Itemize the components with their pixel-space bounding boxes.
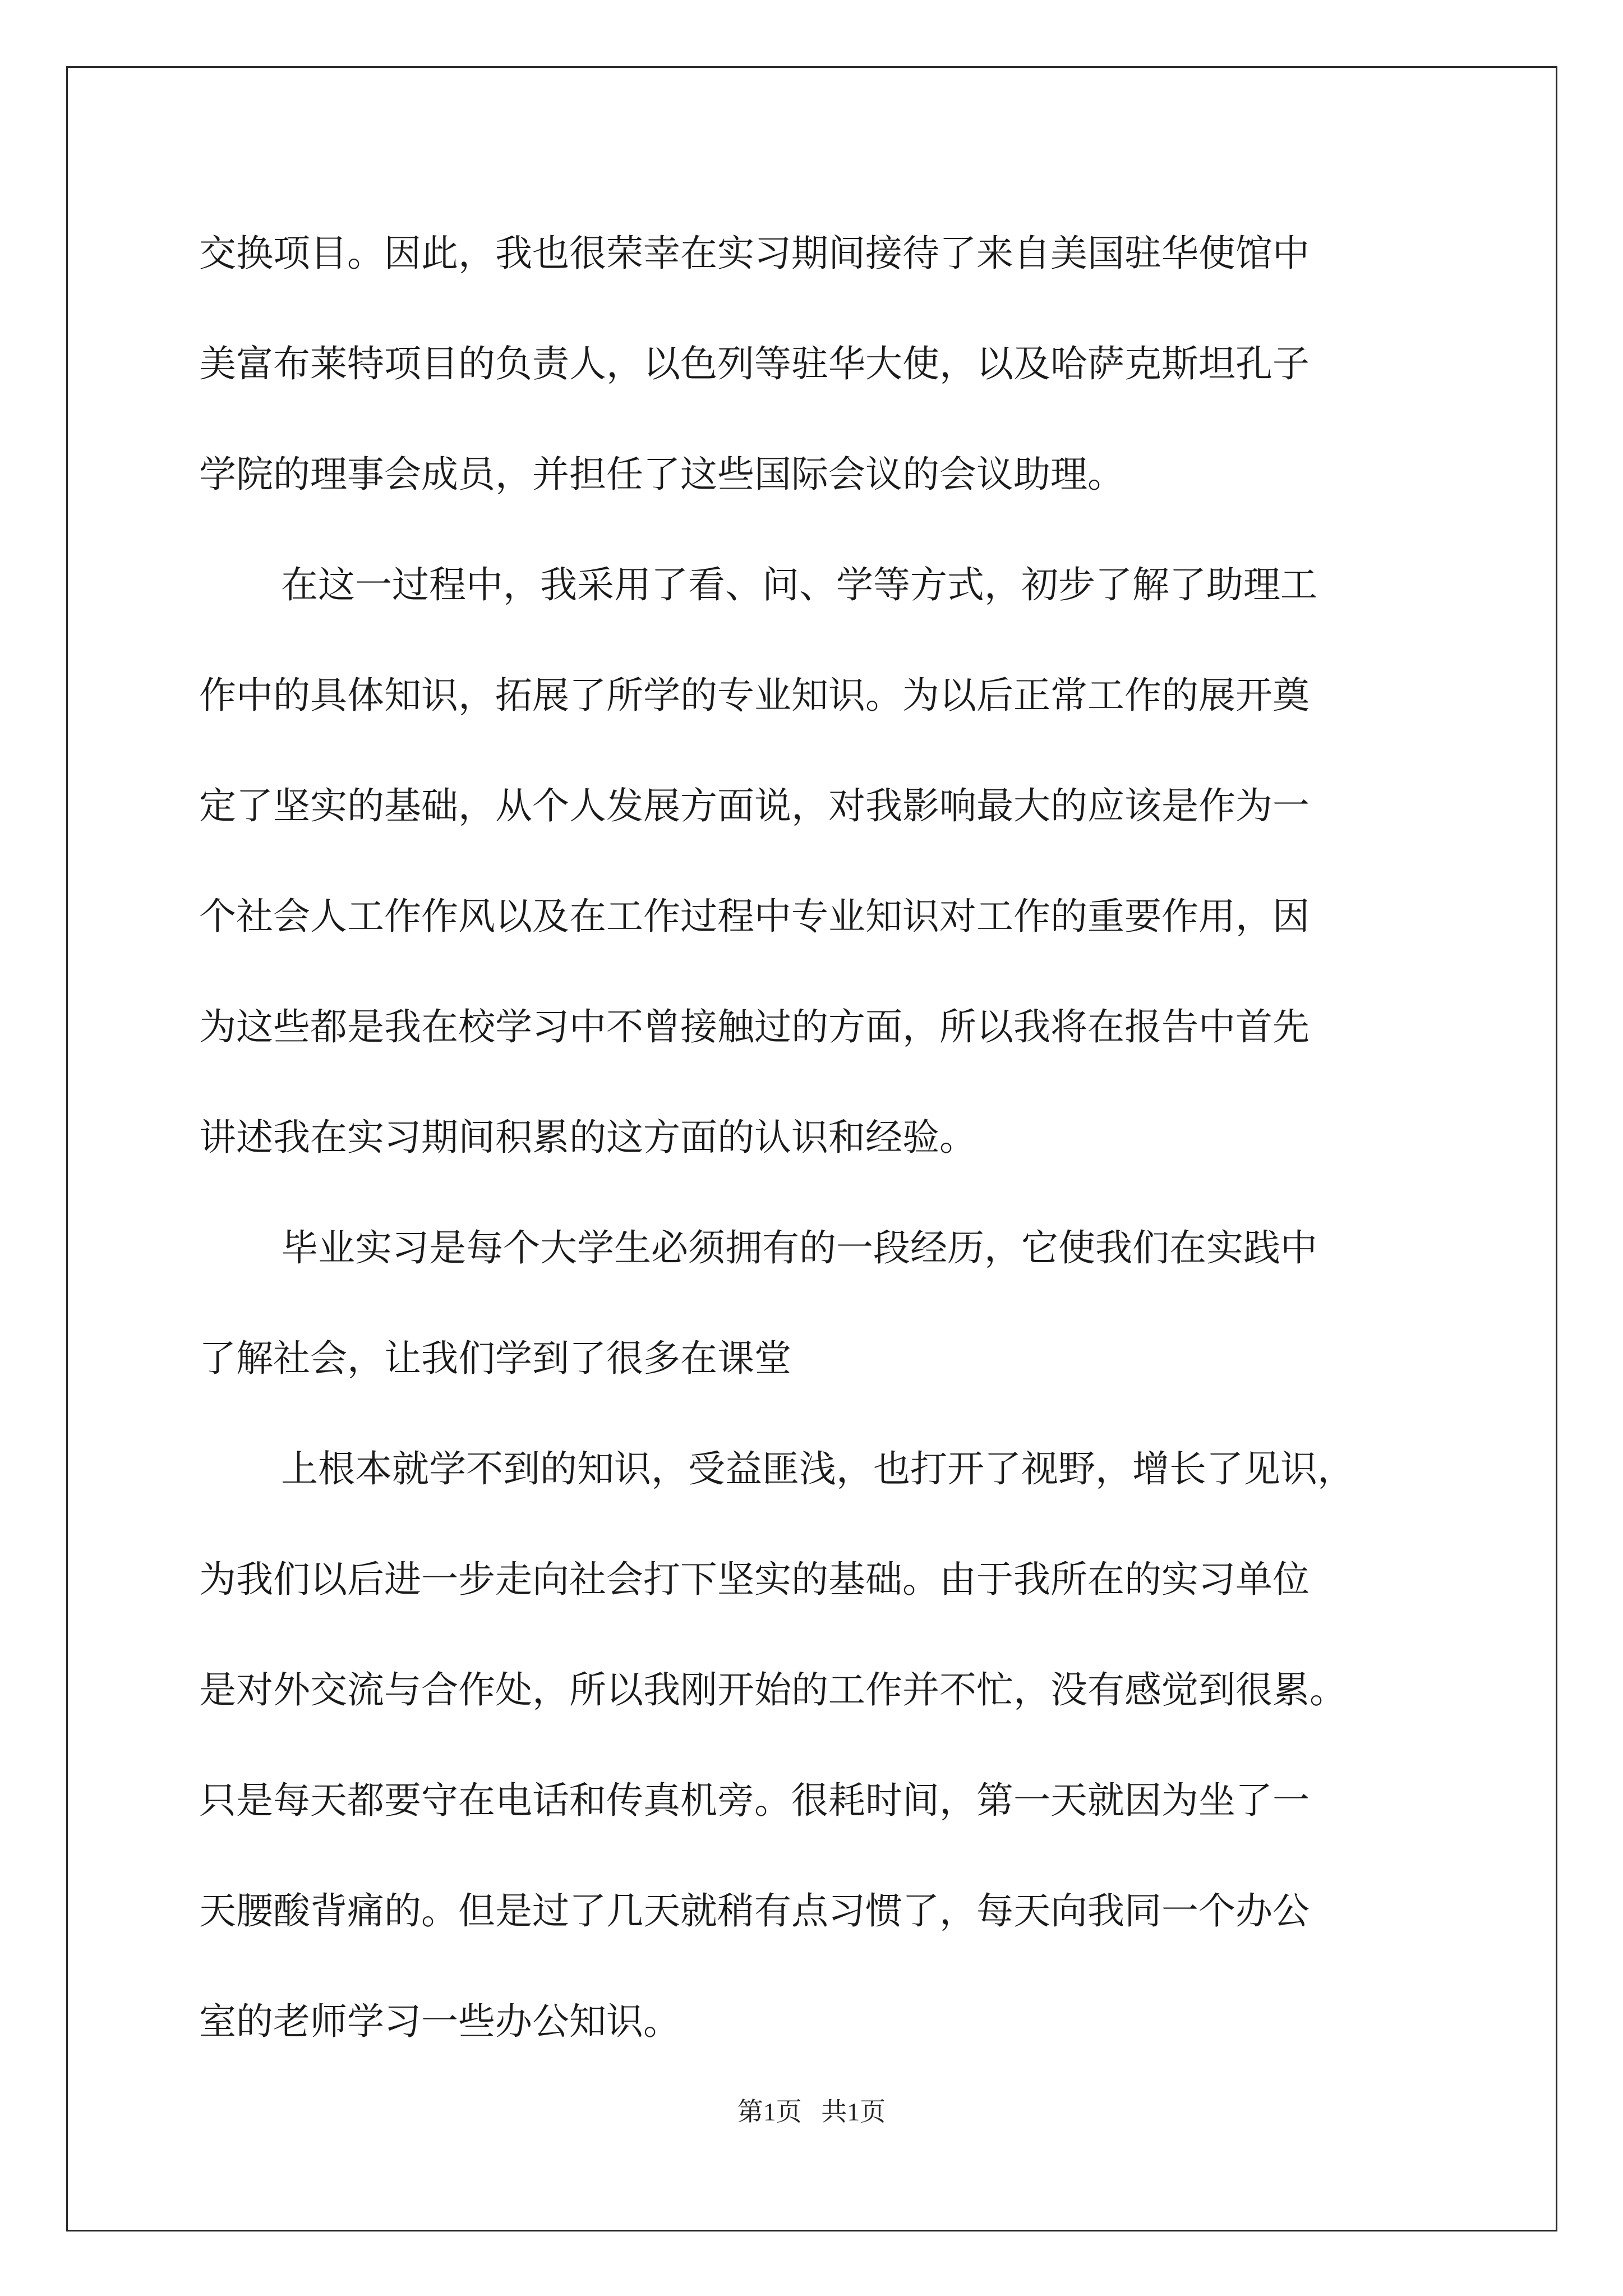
text-line: 学院的理事会成员，并担任了这些国际会议的会议助理。: [199, 453, 1124, 496]
text-line: 室的老师学习一些办公知识。: [199, 2000, 680, 2043]
text-line: 为这些都是我在校学习中不曾接触过的方面，所以我将在报告中首先: [199, 1005, 1310, 1048]
text-line: 是对外交流与合作处，所以我刚开始的工作并不忙，没有感觉到很累。: [199, 1668, 1347, 1711]
page-number-footer: 第1页 共1页: [737, 2097, 886, 2126]
text-line: 作中的具体知识，拓展了所学的专业知识。为以后正常工作的展开奠: [199, 674, 1310, 717]
text-line: 交换项目。因此，我也很荣幸在实习期间接待了来自美国驻华使馆中: [199, 232, 1310, 275]
text-line: 为我们以后进一步走向社会打下坚实的基础。由于我所在的实习单位: [199, 1558, 1310, 1601]
paragraph-first-line: 在这一过程中，我采用了看、问、学等方式，初步了解了助理工: [281, 563, 1317, 606]
paragraph-first-line: 毕业实习是每个大学生必须拥有的一段经历，它使我们在实践中: [281, 1226, 1317, 1269]
text-line: 天腰酸背痛的。但是过了几天就稍有点习惯了，每天向我同一个办公: [199, 1889, 1310, 1932]
text-line: 个社会人工作作风以及在工作过程中专业知识对工作的重要作用，因: [199, 895, 1310, 938]
text-line: 讲述我在实习期间积累的这方面的认识和经验。: [199, 1116, 976, 1159]
text-line: 定了坚实的基础，从个人发展方面说，对我影响最大的应该是作为一: [199, 784, 1310, 827]
text-line: 了解社会，让我们学到了很多在课堂: [199, 1337, 791, 1380]
text-line: 美富布莱特项目的负责人，以色列等驻华大使，以及哈萨克斯坦孔子: [199, 342, 1310, 385]
paragraph-first-line: 上根本就学不到的知识，受益匪浅，也打开了视野，增长了见识，: [281, 1447, 1354, 1490]
text-line: 只是每天都要守在电话和传真机旁。很耗时间，第一天就因为坐了一: [199, 1779, 1310, 1822]
